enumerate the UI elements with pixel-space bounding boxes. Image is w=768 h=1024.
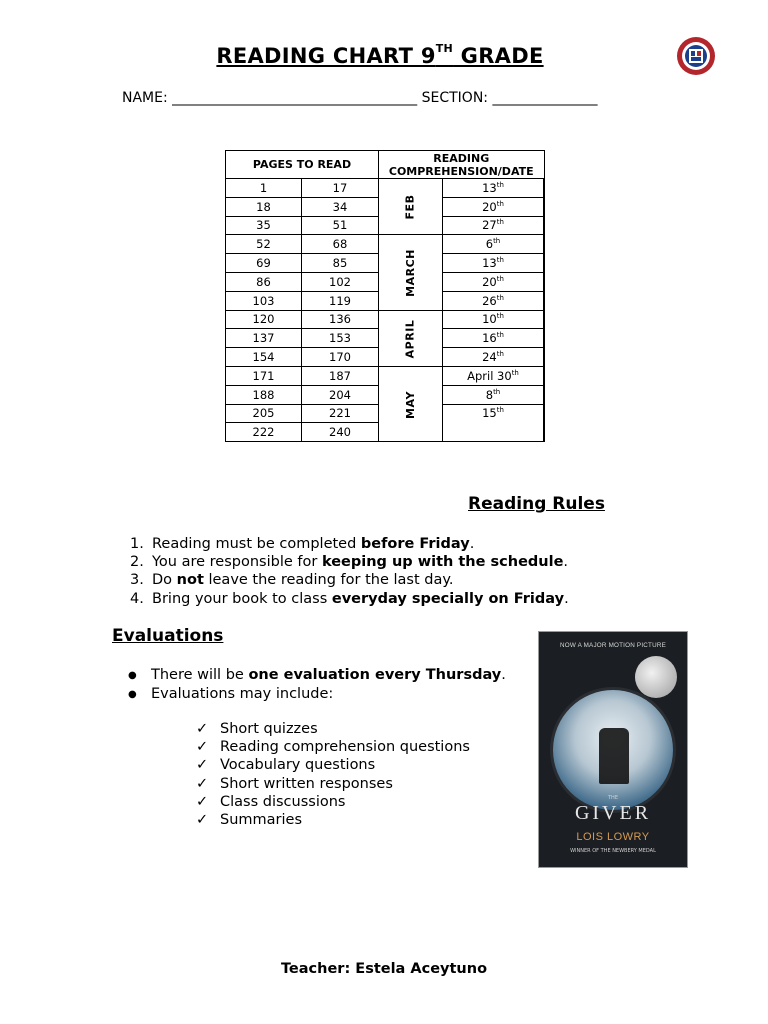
name-label: NAME:	[122, 90, 168, 106]
list-item: ● Evaluations may include:	[128, 685, 506, 704]
page-to: 119	[302, 291, 379, 310]
page-from: 188	[226, 385, 302, 404]
porthole-illustration	[553, 690, 673, 810]
page-from: 120	[226, 310, 302, 329]
evaluations-bullets	[128, 666, 506, 704]
page-to: 51	[302, 216, 379, 235]
list-item: ✓ Reading comprehension questions	[196, 739, 470, 756]
month-april: APRIL	[379, 310, 443, 366]
book-award: WINNER OF THE NEWBERY MEDAL	[570, 848, 656, 854]
list-item: ● There will be one evaluation every Thursday.	[128, 666, 506, 685]
list-item: ✓ Short written responses	[196, 775, 393, 792]
date-cell: 20th	[443, 197, 545, 216]
checkmark-icon: ✓	[196, 775, 209, 792]
date-cell: 26th	[443, 291, 545, 310]
page-from: 86	[226, 272, 302, 291]
evaluations-heading: Evaluations	[112, 626, 224, 646]
date-cell: 10th	[443, 310, 545, 329]
page-to: 17	[302, 179, 379, 198]
page-to: 240	[302, 423, 379, 442]
list-item: ✓ Vocabulary questions	[196, 757, 376, 774]
page-to: 153	[302, 329, 379, 348]
checkmark-icon: ✓	[196, 793, 209, 810]
book-tagline: NOW A MAJOR MOTION PICTURE	[560, 642, 666, 649]
list-item: 3. Do not leave the reading for the last day.	[130, 572, 454, 589]
table-row	[226, 235, 545, 254]
table-header-row	[226, 151, 545, 179]
book-title-prefix: THE	[608, 795, 618, 801]
book-cover-image	[538, 631, 688, 868]
date-cell: 20th	[443, 272, 545, 291]
page-from: 171	[226, 366, 302, 385]
list-item: ✓ Summaries	[196, 812, 302, 829]
date-cell: 16th	[443, 329, 545, 348]
page-from: 154	[226, 348, 302, 367]
page-to: 136	[302, 310, 379, 329]
date-cell: 13th	[443, 254, 545, 273]
book-author: LOIS LOWRY	[576, 831, 650, 843]
evaluation-types-list	[196, 720, 470, 829]
table-row	[226, 310, 545, 329]
date-cell: 27th	[443, 216, 545, 235]
checkmark-icon: ✓	[196, 757, 209, 774]
page-to: 170	[302, 348, 379, 367]
checkmark-icon: ✓	[196, 812, 209, 829]
date-cell: 15th	[443, 404, 545, 442]
page-to: 102	[302, 272, 379, 291]
reading-rules-list	[130, 535, 569, 608]
date-cell: 6th	[443, 235, 545, 254]
month-march: MARCH	[379, 235, 443, 310]
month-may: MAY	[379, 366, 443, 441]
page-to: 85	[302, 254, 379, 273]
list-item: 4. Bring your book to class everyday specially on Friday.	[130, 590, 569, 607]
section-label: SECTION:	[421, 90, 489, 106]
date-cell: 13th	[443, 179, 545, 198]
page-from: 1	[226, 179, 302, 198]
table-row	[226, 179, 545, 198]
bullet-icon: ●	[128, 670, 137, 681]
reading-schedule-table	[225, 150, 545, 442]
teacher-name: Teacher: Estela Aceytuno	[280, 961, 488, 977]
list-item: 2. You are responsible for keeping up with the schedule.	[130, 554, 569, 571]
page-from: 222	[226, 423, 302, 442]
checkmark-icon: ✓	[196, 739, 209, 756]
bullet-icon: ●	[128, 689, 137, 701]
page-from: 52	[226, 235, 302, 254]
award-seal	[635, 656, 677, 698]
page-from: 18	[226, 197, 302, 216]
page-to: 187	[302, 366, 379, 385]
page-from: 103	[226, 291, 302, 310]
page-from: 205	[226, 404, 302, 423]
month-feb: FEB	[379, 179, 443, 235]
date-cell: April 30th	[443, 366, 545, 385]
page-to: 204	[302, 385, 379, 404]
book-title: GIVER	[574, 802, 652, 824]
name-field[interactable]: ___________________________________	[172, 90, 418, 106]
page-title: READING CHART 9TH GRADE	[216, 42, 544, 68]
page-from: 137	[226, 329, 302, 348]
name-section-line	[122, 90, 597, 106]
date-cell: 24th	[443, 348, 545, 367]
pages-to-read-header: PAGES TO READ	[226, 151, 379, 179]
school-crest-logo	[676, 34, 716, 78]
section-field[interactable]: _______________	[492, 90, 598, 106]
comprehension-date-header: READING COMPREHENSION/DATE	[379, 151, 545, 179]
page-to: 68	[302, 235, 379, 254]
list-item: 1. Reading must be completed before Friday.	[130, 536, 475, 552]
list-item: ✓ Class discussions	[196, 793, 346, 810]
page-from: 69	[226, 254, 302, 273]
reading-rules-heading: Reading Rules	[468, 494, 605, 514]
page-from: 35	[226, 216, 302, 235]
page-to: 221	[302, 404, 379, 423]
table-row	[226, 366, 545, 385]
page-to: 34	[302, 197, 379, 216]
date-cell: 8th	[443, 385, 545, 404]
list-item: ✓ Short quizzes	[196, 721, 318, 737]
checkmark-icon: ✓	[196, 721, 209, 737]
